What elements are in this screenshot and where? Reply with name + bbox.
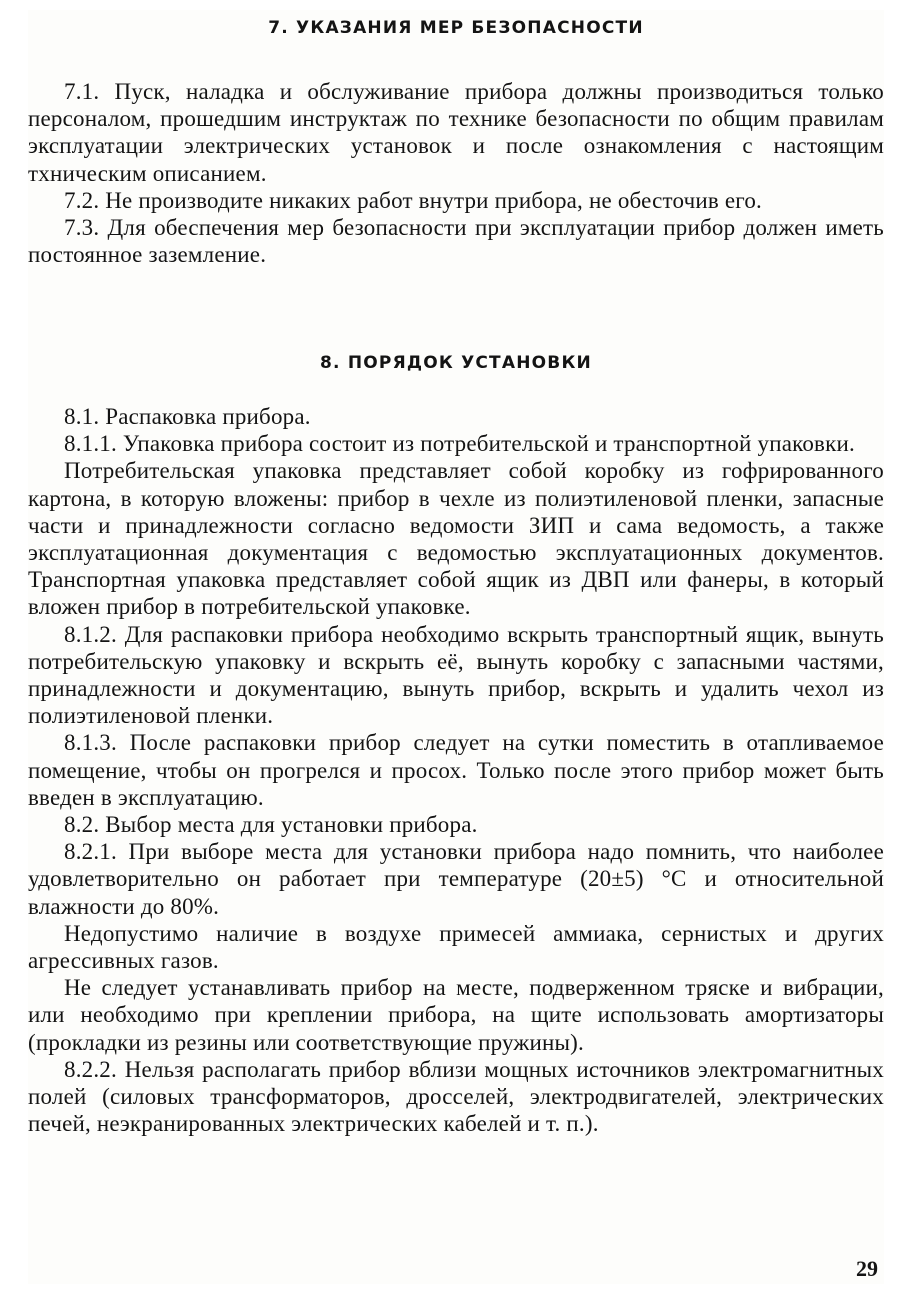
document-page bbox=[28, 10, 884, 1284]
paragraph-7-3: 7.3. Для обеспечения мер безопасности при эксплуатации прибор должен иметь постоянное заземление. bbox=[28, 215, 884, 268]
section-7-body bbox=[28, 78, 884, 268]
paragraph-8-2: 8.2. Выбор места для установки прибора. bbox=[64, 812, 478, 838]
paragraph-gases: Недопустимо наличие в воздухе примесей аммиака, сернистых и других агрессивных газов. bbox=[28, 920, 884, 974]
paragraph-7-2: 7.2. Не производите никаких работ внутри прибора, не обесточив его. bbox=[64, 187, 762, 213]
paragraph-8-1-3: 8.1.3. После распаковки прибор следует на сутки поместить в отапливаемое помещение, чтобы он прогрелся и просох. Только после этого прибор может быть введен в эксплуатацию. bbox=[28, 730, 884, 810]
page-number: 29 bbox=[856, 1256, 878, 1281]
paragraph-8-1: 8.1. Распаковка прибора. bbox=[64, 404, 311, 429]
section-8-heading: 8. ПОРЯДОК УСТАНОВКИ bbox=[320, 353, 592, 373]
paragraph-vibration: Не следует устанавливать прибор на месте, подверженном тряске и вибрации, или необходимо при креплении прибора, на щите использовать амортизаторы (прокладки из резины или соответствующие пружины). bbox=[28, 975, 884, 1055]
paragraph-8-1-2: 8.1.2. Для распаковки прибора необходимо вскрыть транспортный ящик, вынуть потребительскую упаковку и вскрыть её, вынуть коробку с запасными частями, принадлежности и документацию, вынуть прибор, вскрыть и удалить чехол из полиэтиленовой пленки. bbox=[28, 621, 884, 729]
section-8-body bbox=[28, 403, 884, 1137]
paragraph-8-2-2: 8.2.2. Нельзя располагать прибор вблизи мощных источников электромагнитных полей (силовых трансформаторов, дросселей, электродвигателей, электрических печей, неэкранированных электрических кабелей и т. п.). bbox=[28, 1056, 884, 1137]
paragraph-8-2-1: 8.2.1. При выборе места для установки прибора надо помнить, что наиболее удовлетворительно он работает при температуре (20±5) °С и относительной влажности до 80%. bbox=[28, 839, 884, 919]
section-7-heading: 7. УКАЗАНИЯ МЕР БЕЗОПАСНОСТИ bbox=[268, 18, 644, 38]
paragraph-consumer-packaging: Потребительская упаковка представляет собой коробку из гофрированного картона, в которую вложены: прибор в чехле из полиэтиленовой пленки, запасные части и принадлежности согласно ведомости ЗИП и сама ведомость, а также эксплуатационная документация с ведомостью эксплуатационных документов. Транспортная упаковка представляет собой ящик из ДВП или фанеры, в который вложен прибор в потребительской упаковке. bbox=[28, 458, 884, 620]
paragraph-8-1-1: 8.1.1. Упаковка прибора состоит из потребительской и транспортной упаковки. bbox=[64, 431, 855, 457]
paragraph-7-1: 7.1. Пуск, наладка и обслуживание прибора должны производиться только персоналом, прошедшим инструктаж по технике безопасности по общим правилам эксплуатации электрических установок и после ознакомления с настоящим тхническим описанием. bbox=[28, 79, 884, 186]
